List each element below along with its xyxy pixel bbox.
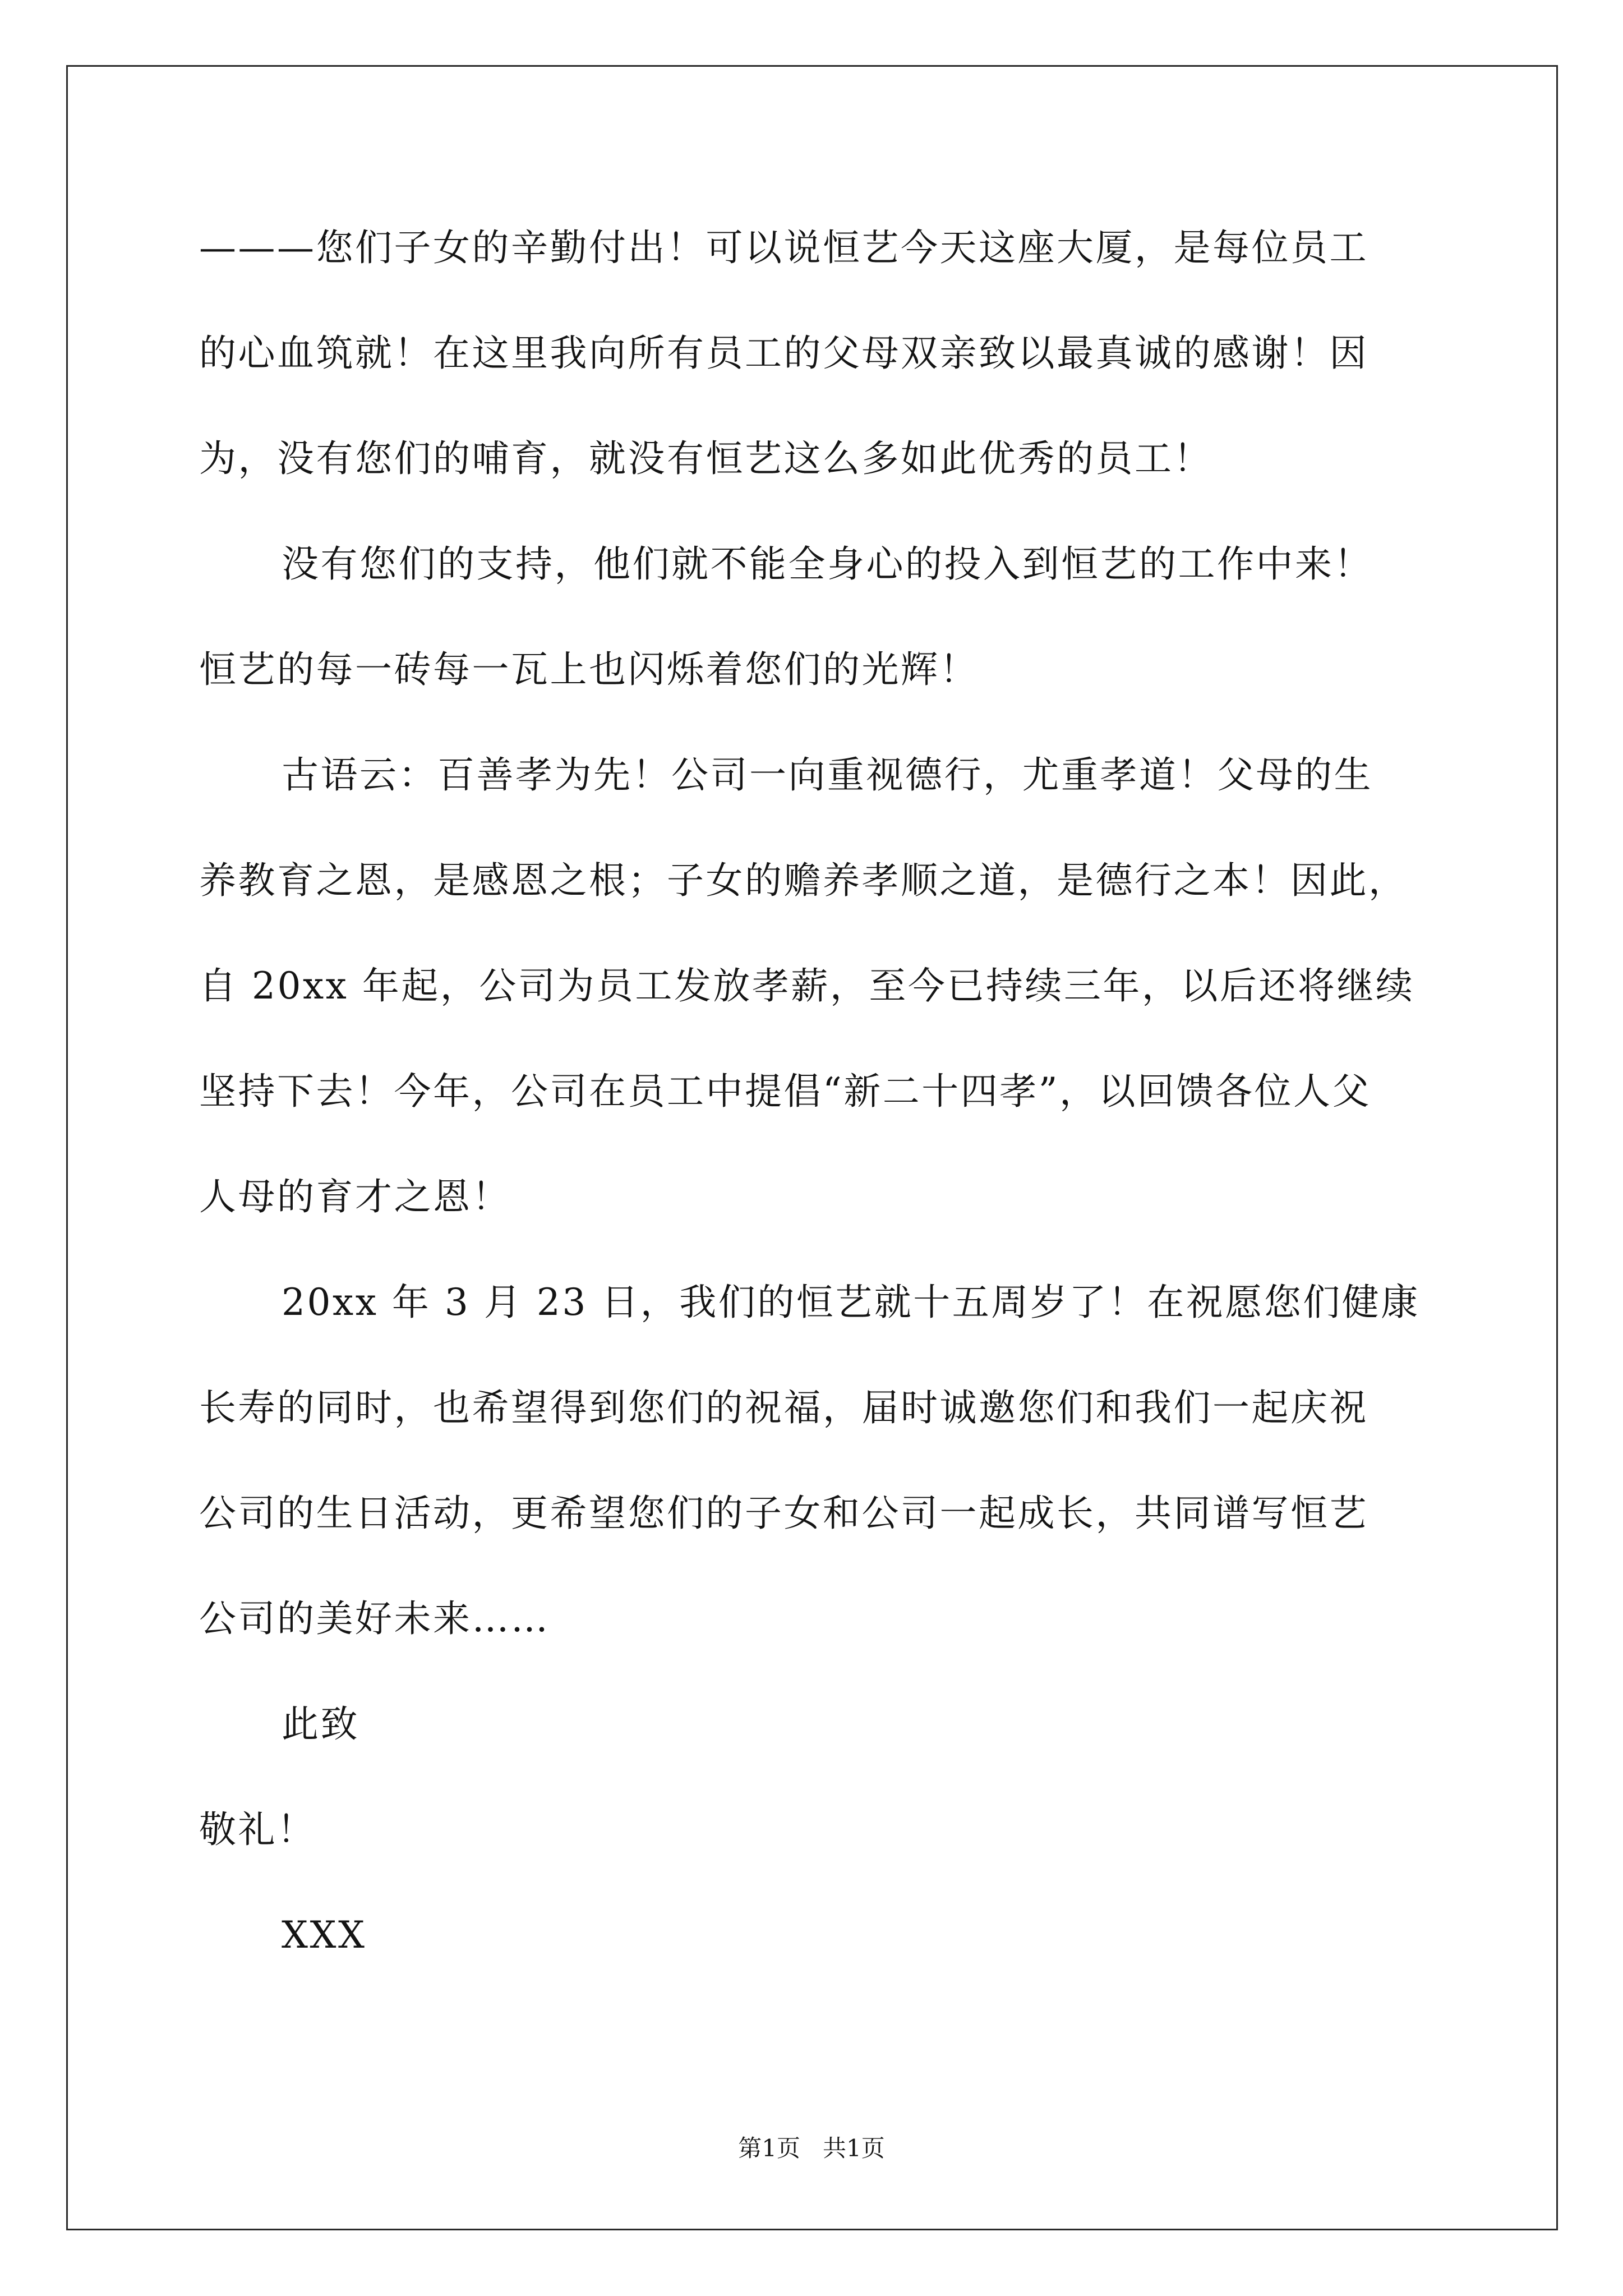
text-line: 坚持下去！今年，公司在员工中提倡“新二十四孝”，以回馈各位人父: [199, 1070, 1371, 1113]
text-line: 长寿的同时，也希望得到您们的祝福，届时诚邀您们和我们一起庆祝: [199, 1386, 1368, 1429]
page-border: [66, 65, 1558, 2230]
text-line: 为，没有您们的哺育，就没有恒艺这么多如此优秀的员工！: [199, 437, 1212, 480]
closing-regards: 敬礼！: [199, 1808, 316, 1851]
text-line: 公司的美好未来……: [199, 1597, 550, 1640]
text-line: 古语云：百善孝为先！公司一向重视德行，尤重孝道！父母的生: [282, 753, 1373, 797]
text-line: 养教育之恩，是感恩之根；子女的赡养孝顺之道，是德行之本！因此，: [199, 859, 1408, 902]
text-line: ———您们子女的辛勤付出！可以说恒艺今天这座大厦，是每位员工: [199, 226, 1368, 269]
text-line: 自 20xx 年起，公司为员工发放孝薪，至今已持续三年，以后还将继续: [199, 964, 1415, 1007]
text-line: 公司的生日活动，更希望您们的子女和公司一起成长，共同谱写恒艺: [199, 1492, 1368, 1535]
text-line: 没有您们的支持，他们就不能全身心的投入到恒艺的工作中来！: [282, 542, 1373, 586]
text-line: 恒艺的每一砖每一瓦上也闪烁着您们的光辉！: [199, 648, 979, 691]
text-line: 人母的育才之恩！: [199, 1175, 511, 1218]
text-line: 的心血筑就！在这里我向所有员工的父母双亲致以最真诚的感谢！因: [199, 332, 1368, 375]
page-number-footer: 第1页 共1页: [738, 2134, 885, 2162]
signature: XXX: [282, 1913, 367, 1957]
closing-salutation: 此致: [282, 1703, 359, 1746]
text-line: 20xx 年 3 月 23 日，我们的恒艺就十五周岁了！在祝愿您们健康: [282, 1281, 1420, 1324]
